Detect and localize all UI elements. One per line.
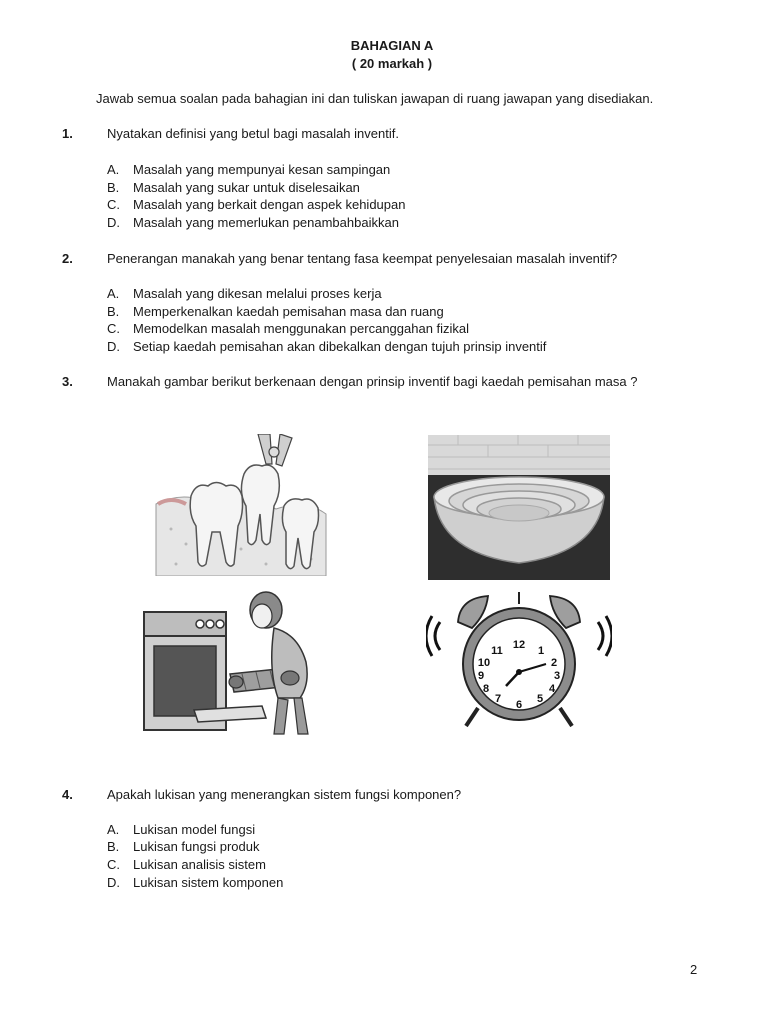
svg-text:12: 12 [512,639,526,651]
option-letter: B. [107,304,120,319]
option-text: Masalah yang mempunyai kesan sampingan [133,162,391,177]
svg-text:7: 7 [494,693,502,705]
answer-option [107,197,405,212]
question-text: Nyatakan definisi yang betul bagi masalah inventif. [107,126,399,141]
option-letter: D. [107,339,120,354]
answer-option [107,321,469,336]
question-number: 3. [62,374,73,389]
svg-text:2: 2 [550,657,558,669]
answer-option [107,339,546,354]
svg-text:10: 10 [477,657,491,669]
option-letter: C. [107,321,120,336]
svg-text:8: 8 [482,683,490,695]
option-text: Masalah yang berkait dengan aspek kehidupan [133,197,406,212]
option-text: Masalah yang sukar untuk diselesaikan [133,180,360,195]
option-text: Masalah yang memerlukan penambahbaikkan [133,215,399,230]
alarm-clock-illustration [426,588,612,738]
section-marks: ( 20 markah ) [351,56,433,71]
page-number: 2 [690,962,698,977]
option-text: Lukisan sistem komponen [133,875,284,890]
option-letter: A. [107,822,120,837]
option-text: Setiap kaedah pemisahan akan dibekalkan dengan tujuh prinsip inventif [133,339,547,354]
option-letter: C. [107,857,120,872]
answer-option [107,822,255,837]
section-title: BAHAGIAN A [350,38,434,53]
svg-text:1: 1 [537,645,545,657]
svg-text:9: 9 [477,670,485,682]
option-text: Lukisan analisis sistem [133,857,266,872]
nested-bowls-photo [428,435,610,580]
svg-text:3: 3 [553,670,561,682]
option-letter: C. [107,197,120,212]
option-letter: B. [107,839,120,854]
answer-option [107,839,259,854]
svg-text:6: 6 [515,699,523,711]
option-letter: D. [107,875,120,890]
option-letter: A. [107,162,120,177]
instruction-text: Jawab semua soalan pada bahagian ini dan tuliskan jawapan di ruang jawapan yang disediakan. [96,91,654,106]
answer-option [107,875,283,890]
svg-text:11: 11 [491,645,503,657]
option-text: Lukisan fungsi produk [133,839,260,854]
option-text: Masalah yang dikesan melalui proses kerja [133,286,382,301]
answer-option [107,215,399,230]
svg-text:4: 4 [548,683,556,695]
answer-option [107,180,360,195]
option-text: Lukisan model fungsi [133,822,256,837]
option-letter: B. [107,180,120,195]
answer-option [107,162,390,177]
option-text: Memperkenalkan kaedah pemisahan masa dan ruang [133,304,444,319]
option-letter: D. [107,215,120,230]
option-letter: A. [107,286,120,301]
option-text: Memodelkan masalah menggunakan percanggahan fizikal [133,321,470,336]
question-text: Apakah lukisan yang menerangkan sistem fungsi komponen? [107,787,462,802]
question-text: Manakah gambar berikut berkenaan dengan prinsip inventif bagi kaedah pemisahan masa ? [107,374,638,389]
tooth-extraction-illustration [146,434,328,576]
answer-option [107,857,266,872]
question-text: Penerangan manakah yang benar tentang fasa keempat penyelesaian masalah inventif? [107,251,618,266]
answer-option [107,286,382,301]
svg-text:5: 5 [536,693,544,705]
question-number: 2. [62,251,73,266]
question-number: 1. [62,126,73,141]
woman-oven-illustration [138,588,328,740]
answer-option [107,304,444,319]
question-number: 4. [62,787,73,802]
